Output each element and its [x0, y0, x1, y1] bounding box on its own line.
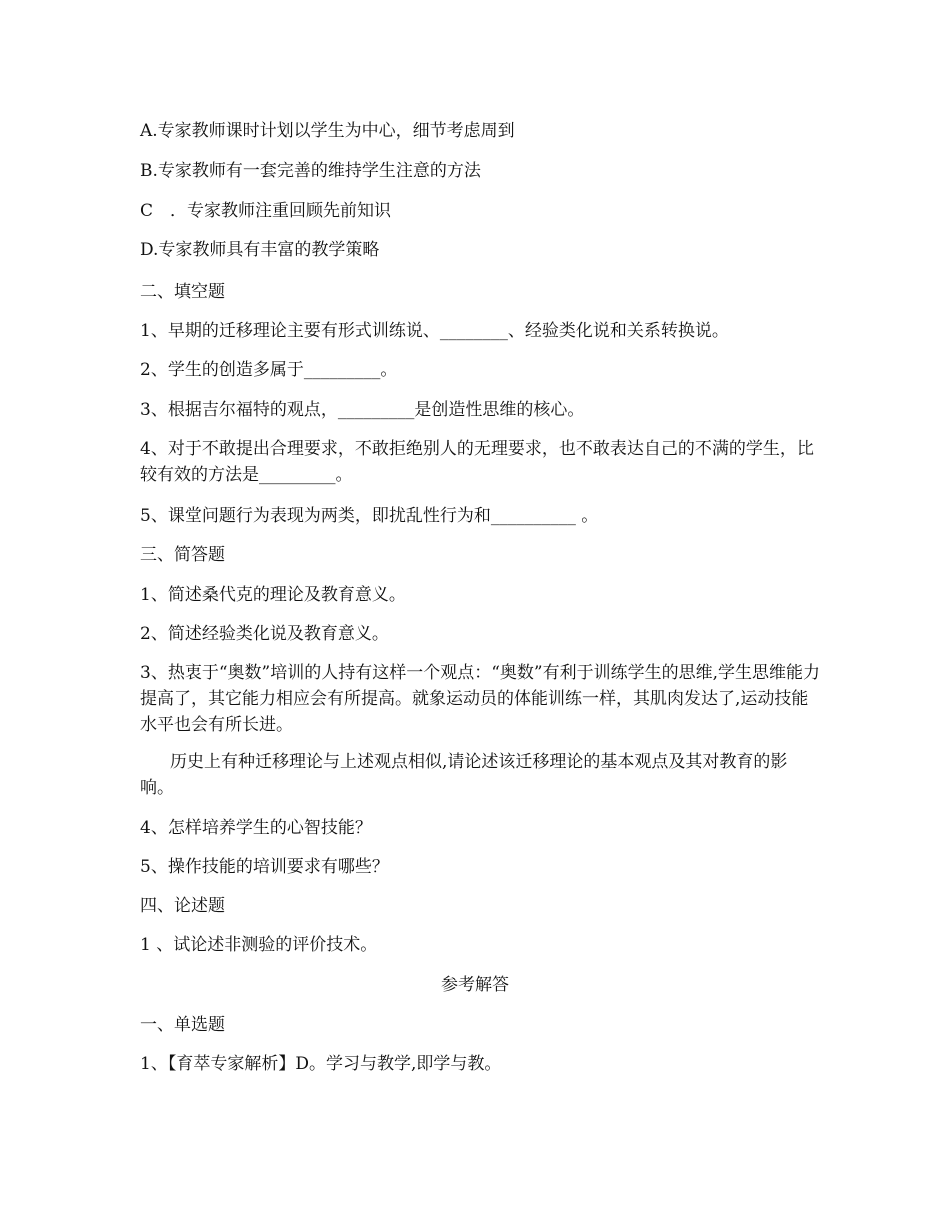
fill-blank-question-5: 5、课堂问题行为表现为两类，即扰乱性行为和__________ 。: [140, 506, 599, 526]
fill-blank-question-2: 2、学生的创造多属于_________。: [140, 360, 398, 380]
option-b: B.专家教师有一套完善的维持学生注意的方法: [140, 161, 481, 181]
short-answer-heading: 三、简答题: [140, 545, 225, 565]
short-answer-question-3-followup: 历史上有种迁移理论与上述观点相似,请论述该迁移理论的基本观点及其对教育的影响。: [140, 752, 788, 798]
answer-1: 1、【育萃专家解析】D。学习与教学,即学与教。: [140, 1054, 502, 1074]
short-answer-question-2: 2、简述经验类化说及教育意义。: [140, 624, 389, 644]
fill-blank-question-1: 1、早期的迁移理论主要有形式训练说、________、经验类化说和关系转换说。: [140, 321, 729, 341]
short-answer-question-1: 1、简述桑代克的理论及教育意义。: [140, 585, 406, 605]
short-answer-question-3: 3、热衷于“奥数”培训的人持有这样一个观点：“奥数”有利于训练学生的思维,学生思维能力提高了，其它能力相应会有所提高。就象运动员的体能训练一样，其肌肉发达了,运动技能水平也会有所长进。: [140, 663, 820, 735]
fill-blank-question-3: 3、根据吉尔福特的观点，_________是创造性思维的核心。: [140, 400, 585, 420]
essay-heading: 四、论述题: [140, 896, 225, 916]
answers-title: 参考解答: [441, 975, 509, 995]
answers-section-heading: 一、单选题: [140, 1015, 225, 1035]
fill-blank-heading: 二、填空题: [140, 282, 225, 302]
option-d: D.专家教师具有丰富的教学策略: [140, 240, 380, 260]
short-answer-question-5: 5、操作技能的培训要求有哪些？: [140, 857, 389, 877]
option-c: C ．专家教师注重回顾先前知识: [140, 201, 392, 221]
option-a: A.专家教师课时计划以学生为中心，细节考虑周到: [140, 121, 515, 141]
short-answer-question-4: 4、怎样培养学生的心智技能？: [140, 818, 372, 838]
essay-question-1: 1 、试论述非测验的评价技术。: [140, 935, 378, 955]
fill-blank-question-4: 4、对于不敢提出合理要求，不敢拒绝别人的无理要求，也不敢表达自己的不满的学生，比较有效的方法是_________。: [140, 439, 814, 485]
